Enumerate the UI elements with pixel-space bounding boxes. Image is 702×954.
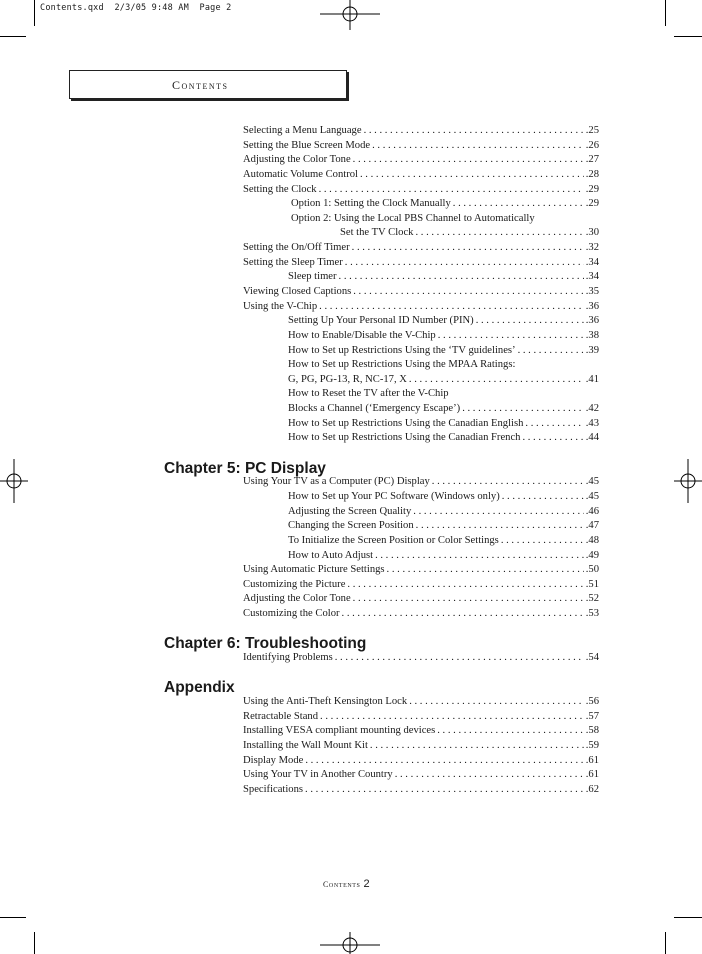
toc-dot-leader (339, 270, 584, 284)
toc-entry (291, 197, 599, 211)
toc-dot-leader (387, 563, 584, 577)
toc-entry (243, 285, 599, 299)
toc-entry-title: Setting the Blue Screen Mode (243, 140, 371, 151)
toc-entry-title: How to Reset the TV after the V-Chip (288, 388, 449, 399)
toc-dot-leader (360, 168, 584, 182)
toc-entry (243, 241, 599, 255)
toc-entry-title: How to Enable/Disable the V-Chip (288, 330, 436, 341)
toc-entry-page: .44 (585, 432, 599, 443)
print-slug: Contents.qxd 2/3/05 9:48 AM Page 2 (40, 3, 232, 13)
toc-entry-page: .42 (585, 403, 599, 414)
toc-entry-page: .26 (585, 140, 599, 151)
toc-entry-page: .29 (585, 198, 599, 209)
toc-entry-page: .61 (585, 769, 599, 780)
toc-dot-leader (342, 607, 584, 621)
toc-entry-title: Blocks a Channel (‘Emergency Escape’) (288, 403, 461, 414)
toc-entry-page: .51 (585, 579, 599, 590)
toc-dot-leader (395, 768, 584, 782)
toc-entry-page: .25 (585, 125, 599, 136)
crop-mark-top-left-v (34, 0, 35, 26)
toc-entry-title: Installing VESA compliant mounting devices (243, 725, 436, 736)
toc-entry-title: Option 1: Setting the Clock Manually (291, 198, 451, 209)
toc-entry (243, 153, 599, 167)
toc-entry (243, 607, 599, 621)
chapter-heading: Chapter 5: PC Display (164, 460, 326, 477)
toc-entry-title: Customizing the Picture (243, 579, 346, 590)
toc-dot-leader (453, 197, 584, 211)
toc-entry-title: Setting the On/Off Timer (243, 242, 350, 253)
toc-entry-page: .36 (585, 315, 599, 326)
toc-dot-leader (437, 724, 584, 738)
registration-mark-right-icon (674, 459, 702, 503)
toc-entry-page: .47 (585, 520, 599, 531)
toc-dot-leader (375, 549, 584, 563)
toc-entry-title: Using Automatic Picture Settings (243, 564, 385, 575)
toc-entry-title: Selecting a Menu Language (243, 125, 362, 136)
toc-entry (243, 592, 599, 606)
toc-dot-leader (319, 300, 584, 314)
toc-dot-leader (352, 241, 584, 255)
crop-mark-bottom-right-h (674, 917, 702, 918)
toc-dot-leader (370, 739, 584, 753)
toc-entry-page: .34 (585, 257, 599, 268)
registration-mark-top-icon (320, 0, 380, 30)
footer-label: Contents (323, 880, 361, 889)
toc-entry (288, 431, 599, 445)
toc-entry-title: Retractable Stand (243, 711, 319, 722)
crop-mark-bottom-left-h (0, 917, 26, 918)
toc-dot-leader (415, 226, 583, 240)
toc-entry-page: .48 (585, 535, 599, 546)
toc-dot-leader (320, 710, 584, 724)
toc-dot-leader (372, 139, 584, 153)
toc-dot-leader (438, 329, 584, 343)
chapter-heading: Chapter 6: Troubleshooting (164, 635, 367, 652)
toc-entry-title: How to Set up Restrictions Using the Canadian French (288, 432, 521, 443)
toc-entry-page: .46 (585, 506, 599, 517)
toc-entry-page: .52 (585, 593, 599, 604)
toc-entry (243, 256, 599, 270)
toc-entry-title: How to Set up Restrictions Using the MPAA Ratings: (288, 359, 516, 370)
registration-mark-bottom-icon (320, 928, 380, 954)
toc-dot-leader (416, 519, 584, 533)
toc-entry (243, 783, 599, 797)
toc-entry-page: .30 (585, 227, 599, 238)
toc-dot-leader (525, 417, 583, 431)
toc-entry-title: Display Mode (243, 755, 304, 766)
toc-dot-leader (432, 475, 584, 489)
toc-entry-title: Setting Up Your Personal ID Number (PIN) (288, 315, 474, 326)
toc-entry-title: Viewing Closed Captions (243, 286, 352, 297)
toc-dot-leader (319, 183, 584, 197)
toc-entry-page: .29 (585, 184, 599, 195)
toc-entry-title: How to Set up Restrictions Using the Canadian English (288, 418, 524, 429)
toc-dot-leader (476, 314, 584, 328)
toc-entry-title: How to Set up Restrictions Using the ‘TV guidelines’ (288, 345, 516, 356)
toc-entry-title: Option 2: Using the Local PBS Channel to Automatically (291, 213, 535, 224)
page-footer (323, 878, 370, 890)
toc-entry-title: Sleep timer (288, 271, 337, 282)
toc-entry-page: .54 (585, 652, 599, 663)
toc-dot-leader (502, 490, 584, 504)
toc-entry-page: .41 (585, 374, 599, 385)
toc-entry-title: To Initialize the Screen Position or Color Settings (288, 535, 499, 546)
toc-entry (288, 373, 599, 387)
toc-entry-title: Specifications (243, 784, 304, 795)
toc-entry (288, 344, 599, 358)
toc-entry-title: How to Auto Adjust (288, 550, 374, 561)
toc-entry (243, 651, 599, 665)
toc-dot-leader (347, 578, 583, 592)
toc-entry-title: Setting the Clock (243, 184, 317, 195)
contents-header-title: Contents (172, 78, 229, 92)
toc-entry-title: Customizing the Color (243, 608, 340, 619)
toc-entry-title: Using Your TV as a Computer (PC) Display (243, 476, 430, 487)
toc-entry (243, 168, 599, 182)
footer-page-number: 2 (363, 878, 370, 890)
toc-entry-page: .35 (585, 286, 599, 297)
toc-entry-title: Automatic Volume Control (243, 169, 358, 180)
toc-entry (243, 578, 599, 592)
toc-entry-title: Identifying Problems (243, 652, 333, 663)
toc-entry-page: .45 (585, 476, 599, 487)
toc-entry (288, 519, 599, 533)
crop-mark-top-left-h (0, 36, 26, 37)
toc-entry (288, 402, 599, 416)
crop-mark-top-right-h (674, 36, 702, 37)
toc-entry (243, 754, 599, 768)
toc-entry-page: .39 (585, 345, 599, 356)
toc-dot-leader (413, 505, 583, 519)
toc-entry-title: Installing the Wall Mount Kit (243, 740, 368, 751)
toc-entry-title: Changing the Screen Position (288, 520, 414, 531)
toc-dot-leader (345, 256, 584, 270)
toc-entry (243, 724, 599, 738)
toc-entry-page: .49 (585, 550, 599, 561)
toc-entry-page: .27 (585, 154, 599, 165)
toc-entry (243, 710, 599, 724)
crop-mark-bottom-right-v (665, 932, 666, 954)
toc-entry (243, 124, 599, 138)
toc-dot-leader (353, 592, 584, 606)
chapter-heading: Appendix (164, 679, 235, 696)
toc-dot-leader (462, 402, 584, 416)
toc-dot-leader (335, 651, 584, 665)
toc-entry (288, 549, 599, 563)
toc-entry-title: Using the Anti-Theft Kensington Lock (243, 696, 408, 707)
toc-entry-page: .59 (585, 740, 599, 751)
toc-dot-leader (353, 153, 584, 167)
toc-entry (288, 314, 599, 328)
toc-entry (288, 417, 599, 431)
toc-entry-page: .53 (585, 608, 599, 619)
toc-dot-leader (409, 373, 584, 387)
toc-entry-title: Set the TV Clock (340, 227, 414, 238)
toc-entry-page: .58 (585, 725, 599, 736)
toc-entry (340, 226, 599, 240)
registration-mark-left-icon (0, 459, 28, 503)
toc-entry-title: Setting the Sleep Timer (243, 257, 343, 268)
toc-entry-page: .61 (585, 755, 599, 766)
toc-entry (243, 695, 599, 709)
crop-mark-bottom-left-v (34, 932, 35, 954)
toc-entry-page: .32 (585, 242, 599, 253)
toc-entry-title: Adjusting the Color Tone (243, 593, 351, 604)
toc-dot-leader (522, 431, 583, 445)
toc-entry (243, 739, 599, 753)
toc-entry (288, 329, 599, 343)
toc-entry-page: .34 (585, 271, 599, 282)
toc-entry (243, 183, 599, 197)
toc-entry-page: .62 (585, 784, 599, 795)
toc-entry-title: Adjusting the Color Tone (243, 154, 351, 165)
toc-entry (243, 139, 599, 153)
toc-entry (288, 534, 599, 548)
toc-entry-title: G, PG, PG-13, R, NC-17, X (288, 374, 407, 385)
toc-entry (243, 563, 599, 577)
toc-entry-title: Adjusting the Screen Quality (288, 506, 412, 517)
toc-dot-leader (353, 285, 584, 299)
toc-entry-title: Using Your TV in Another Country (243, 769, 393, 780)
toc-entry-page: .36 (585, 301, 599, 312)
toc-entry (243, 475, 599, 489)
toc-dot-leader (518, 344, 584, 358)
toc-entry (243, 300, 599, 314)
crop-mark-top-right-v (665, 0, 666, 26)
toc-entry-page: .38 (585, 330, 599, 341)
toc-entry-page: .57 (585, 711, 599, 722)
toc-entry (288, 490, 599, 504)
toc-entry-page: .56 (585, 696, 599, 707)
toc-entry (243, 768, 599, 782)
toc-dot-leader (305, 754, 583, 768)
toc-entry-title: How to Set up Your PC Software (Windows only) (288, 491, 500, 502)
toc-entry-page: .50 (585, 564, 599, 575)
toc-entry-page: .45 (585, 491, 599, 502)
toc-dot-leader (409, 695, 584, 709)
toc-entry (288, 270, 599, 284)
toc-dot-leader (364, 124, 584, 138)
toc-dot-leader (305, 783, 584, 797)
toc-entry-page: .43 (585, 418, 599, 429)
contents-header-box (69, 70, 347, 99)
toc-entry-title: Using the V-Chip (243, 301, 318, 312)
toc-entry-page: .28 (585, 169, 599, 180)
toc-entry (288, 505, 599, 519)
toc-dot-leader (501, 534, 584, 548)
